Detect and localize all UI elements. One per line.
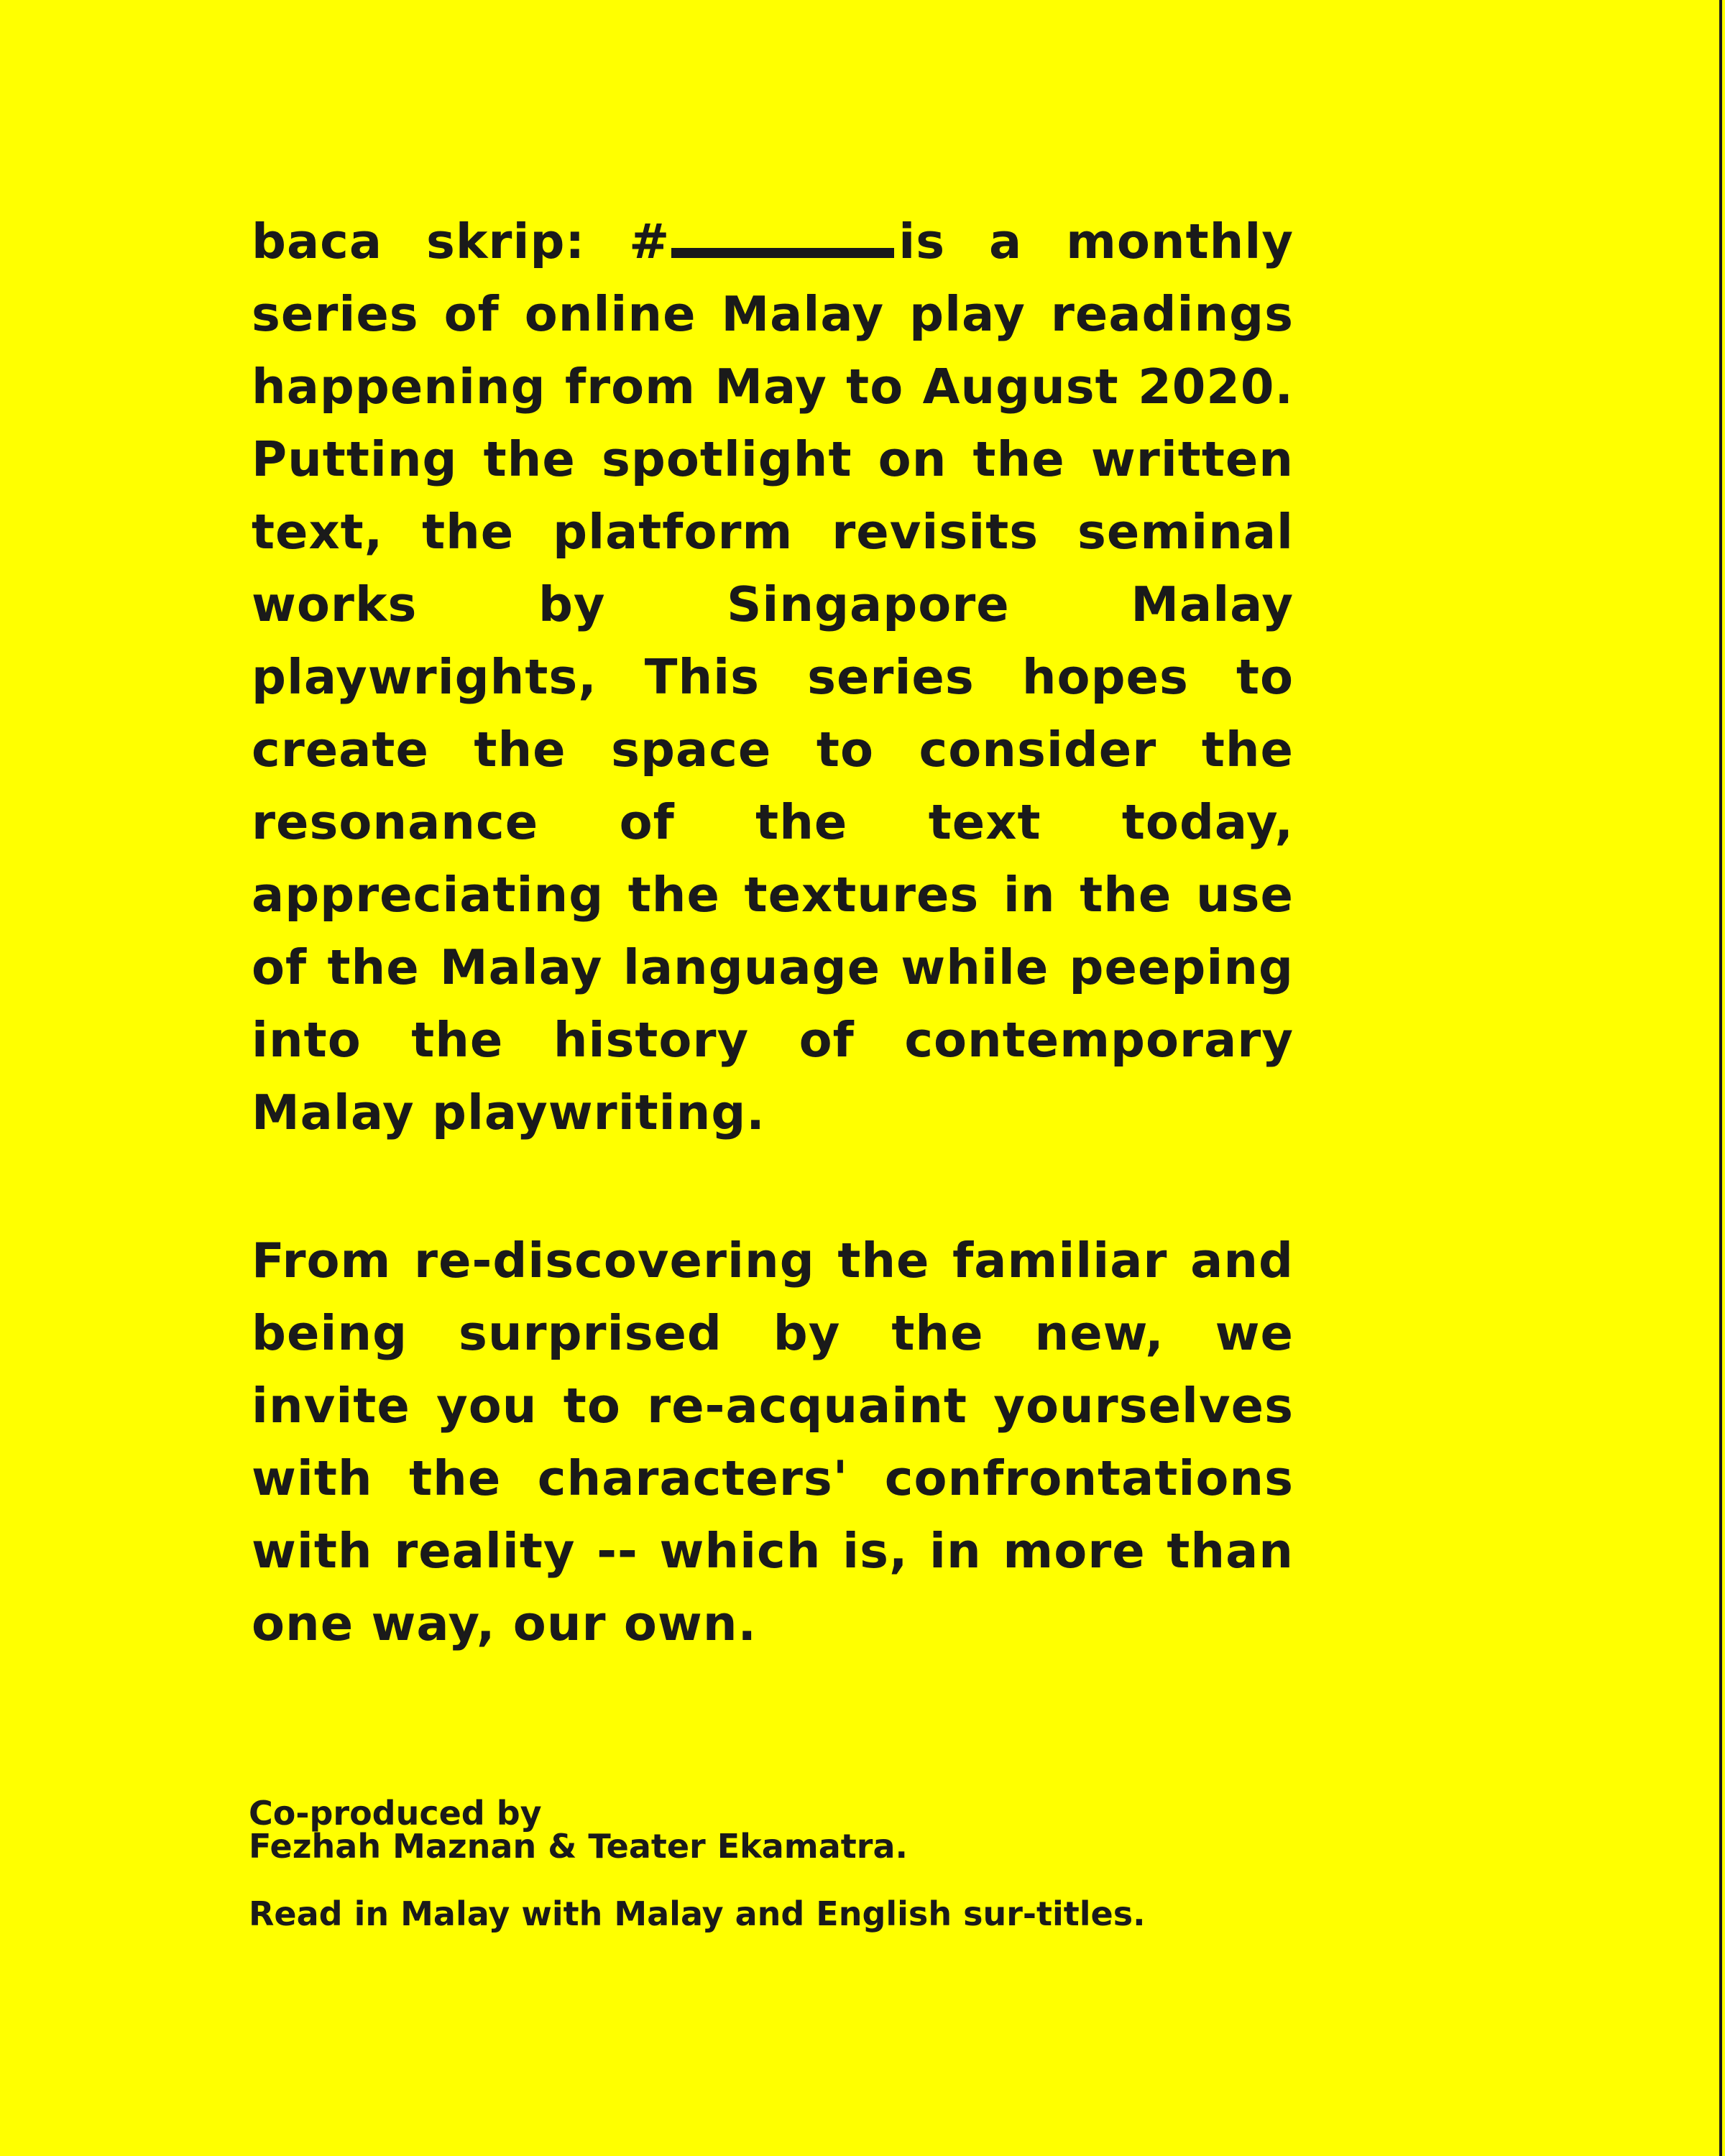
right-edge-line bbox=[1719, 0, 1722, 2156]
intro-lead: baca skrip: # bbox=[252, 213, 671, 270]
credits bbox=[249, 1794, 908, 1866]
hashtag-blank bbox=[671, 248, 894, 258]
credits-line-1: Co-produced by bbox=[249, 1794, 542, 1833]
invitation-paragraph: From re-discovering the familiar and being surprised by the new, we invite you to re-acquaint yourselves with the characters' confrontations with reality -- which is, in more than one way, our own. bbox=[252, 1233, 1294, 1651]
language-note: Read in Malay with Malay and English sur-titles. bbox=[249, 1894, 1146, 1933]
intro-body: is a monthly series of online Malay play readings happening from May to August 2020. Putting the spotlight on the written text, the platform revisits seminal works by Singapore Malay playwrights, This series hopes to create the space to consider the resonance of the text today, appreciating the textures in the use of the Malay language while peeping into the history of contemporary Malay playwriting. bbox=[252, 213, 1294, 1141]
credits-line-2: Fezhah Maznan & Teater Ekamatra. bbox=[249, 1827, 908, 1866]
intro-paragraph bbox=[252, 206, 1294, 1149]
